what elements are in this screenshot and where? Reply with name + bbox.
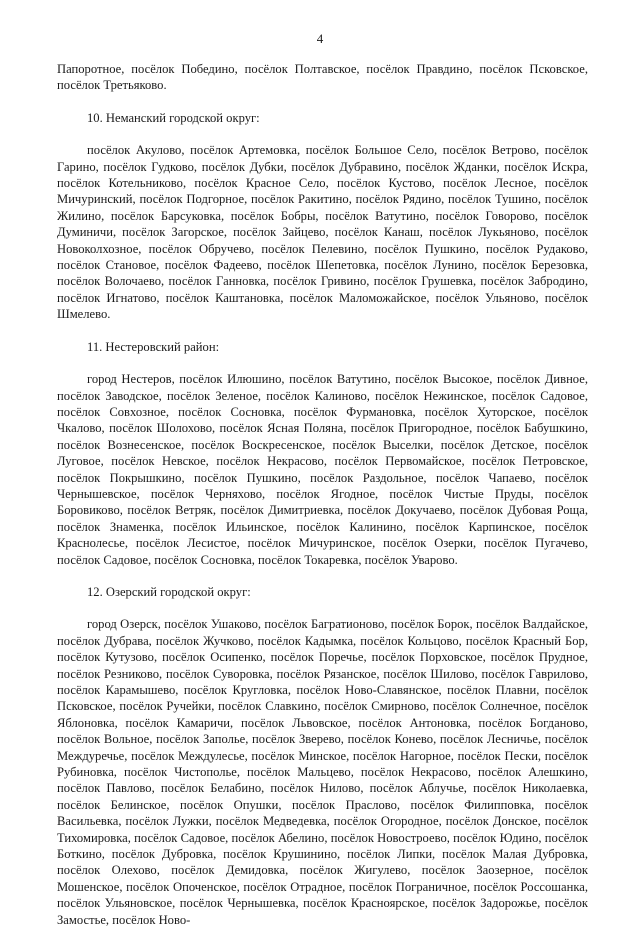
section-body-nesterov: город Нестеров, посёлок Илюшино, посёлок Ватутино, посёлок Высокое, посёлок Дивное, посёлок Заводское, посёлок Зеленое, посёлок Калиново, посёлок Нежинское, посёлок Садовое, посёлок Совхозное, посёлок Сосновка, посёлок Фурмановка, посёлок Хуторское, посёлок Чкалово, посёлок Шолохово, посёлок Ясная Поляна, посёлок Пригородное, посёлок Бабушкино, посёлок Вознесенское, посёлок Воскресенское, посёлок Выселки, посёлок Детское, посёлок Луговое, посёлок Невское, посёлок Некрасово, посёлок Первомайское, посёлок Петровское, посёлок Покрышкино, посёлок Пушкино, посёлок Раздольное, посёлок Чапаево, посёлок Чернышевское, посёлок Черняхово, посёлок Ягодное, посёлок Чистые Пруды, посёлок Боровиково, посёлок Ветряк, посёлок Димитриевка, посёлок Докучаево, посёлок Дубовая Роща, посёлок Знаменка, посёлок Ильинское, посёлок Калинино, посёлок Карпинское, посёлок Краснолесье, посёлок Лесистое, посёлок Мичуринское, посёлок Озерки, посёлок Пугачево, посёлок Садовое, посёлок Сосновка, посёлок Токаревка, посёлок Уварово. bbox=[57, 372, 588, 567]
section-heading-ozersk: 12. Озерский городской округ: bbox=[87, 584, 251, 599]
document-body bbox=[57, 61, 588, 928]
section-heading-neman: 10. Неманский городской округ: bbox=[87, 110, 260, 125]
section-body-ozersk: город Озерск, посёлок Ушаково, посёлок Багратионово, посёлок Борок, посёлок Валдайское, посёлок Дубрава, посёлок Жучково, посёлок Кадымка, посёлок Кольцово, посёлок Красный Бор, посёлок Кутузово, посёлок Осипенко, посёлок Поречье, посёлок Порховское, посёлок Прудное, посёлок Резниково, посёлок Суворовка, посёлок Рязанское, посёлок Шилово, посёлок Гаврилово, посёлок Карамышево, посёлок Кругловка, посёлок Ново-Славянское, посёлок Плавни, посёлок Псковское, посёлок Ручейки, посёлок Славкино, посёлок Смирново, посёлок Солнечное, посёлок Яблоновка, посёлок Камаричи, посёлок Львовское, посёлок Антоновка, посёлок Богданово, посёлок Вольное, посёлок Заполье, посёлок Зверево, посёлок Конево, посёлок Лесничье, посёлок Междуречье, посёлок Междулесье, посёлок Минское, посёлок Нагорное, посёлок Пески, посёлок Рубиновка, посёлок Чистополье, посёлок Мальцево, посёлок Некрасово, посёлок Алешкино, посёлок Павлово, посёлок Белабино, посёлок Нилово, посёлок Аблучье, посёлок Николаевка, посёлок Белинское, посёлок Опушки, посёлок Праслово, посёлок Филипповка, посёлок Васильевка, посёлок Лужки, посёлок Медведевка, посёлок Огородное, посёлок Донское, посёлок Тихомировка, посёлок Садовое, посёлок Абелино, посёлок Новостроево, посёлок Юдино, посёлок Боткино, посёлок Дубровка, посёлок Крушинино, посёлок Липки, посёлок Малая Дубровка, посёлок Олехово, посёлок Демидовка, посёлок Жигулево, посёлок Заозерное, посёлок Мошенское, посёлок Опоченское, посёлок Отрадное, посёлок Пограничное, посёлок Россошанка, посёлок Ульяновское, посёлок Чернышевка, посёлок Красноярское, посёлок Задорожье, посёлок Замостье, посёлок Ново- bbox=[57, 617, 588, 927]
section-body-neman: посёлок Акулово, посёлок Артемовка, посёлок Большое Село, посёлок Ветрово, посёлок Гарино, посёлок Гудково, посёлок Дубки, посёлок Дубравино, посёлок Жданки, посёлок Искра, посёлок Котельниково, посёлок Красное Село, посёлок Кустово, посёлок Лесное, посёлок Мичуринский, посёлок Подгорное, посёлок Ракитино, посёлок Рядино, посёлок Тушино, посёлок Жилино, посёлок Барсуковка, посёлок Бобры, посёлок Ватутино, посёлок Говорово, посёлок Думиничи, посёлок Загорское, посёлок Зайцево, посёлок Канаш, посёлок Лукьяново, посёлок Новоколхозное, посёлок Обручево, посёлок Пелевино, посёлок Пушкино, посёлок Рудаково, посёлок Становое, посёлок Фадеево, посёлок Шепетовка, посёлок Лунино, посёлок Березовка, посёлок Волочаево, посёлок Ганновка, посёлок Гривино, посёлок Грушевка, посёлок Забродино, посёлок Игнатово, посёлок Каштановка, посёлок Маломожайское, посёлок Ульяново, посёлок Шмелево. bbox=[57, 143, 588, 322]
section-heading-nesterov: 11. Нестеровский район: bbox=[87, 339, 220, 354]
continued-paragraph: Папоротное, посёлок Победино, посёлок Полтавское, посёлок Правдино, посёлок Псковское, посёлок Третьяково. bbox=[57, 62, 588, 93]
page-number: 4 bbox=[316, 31, 324, 46]
